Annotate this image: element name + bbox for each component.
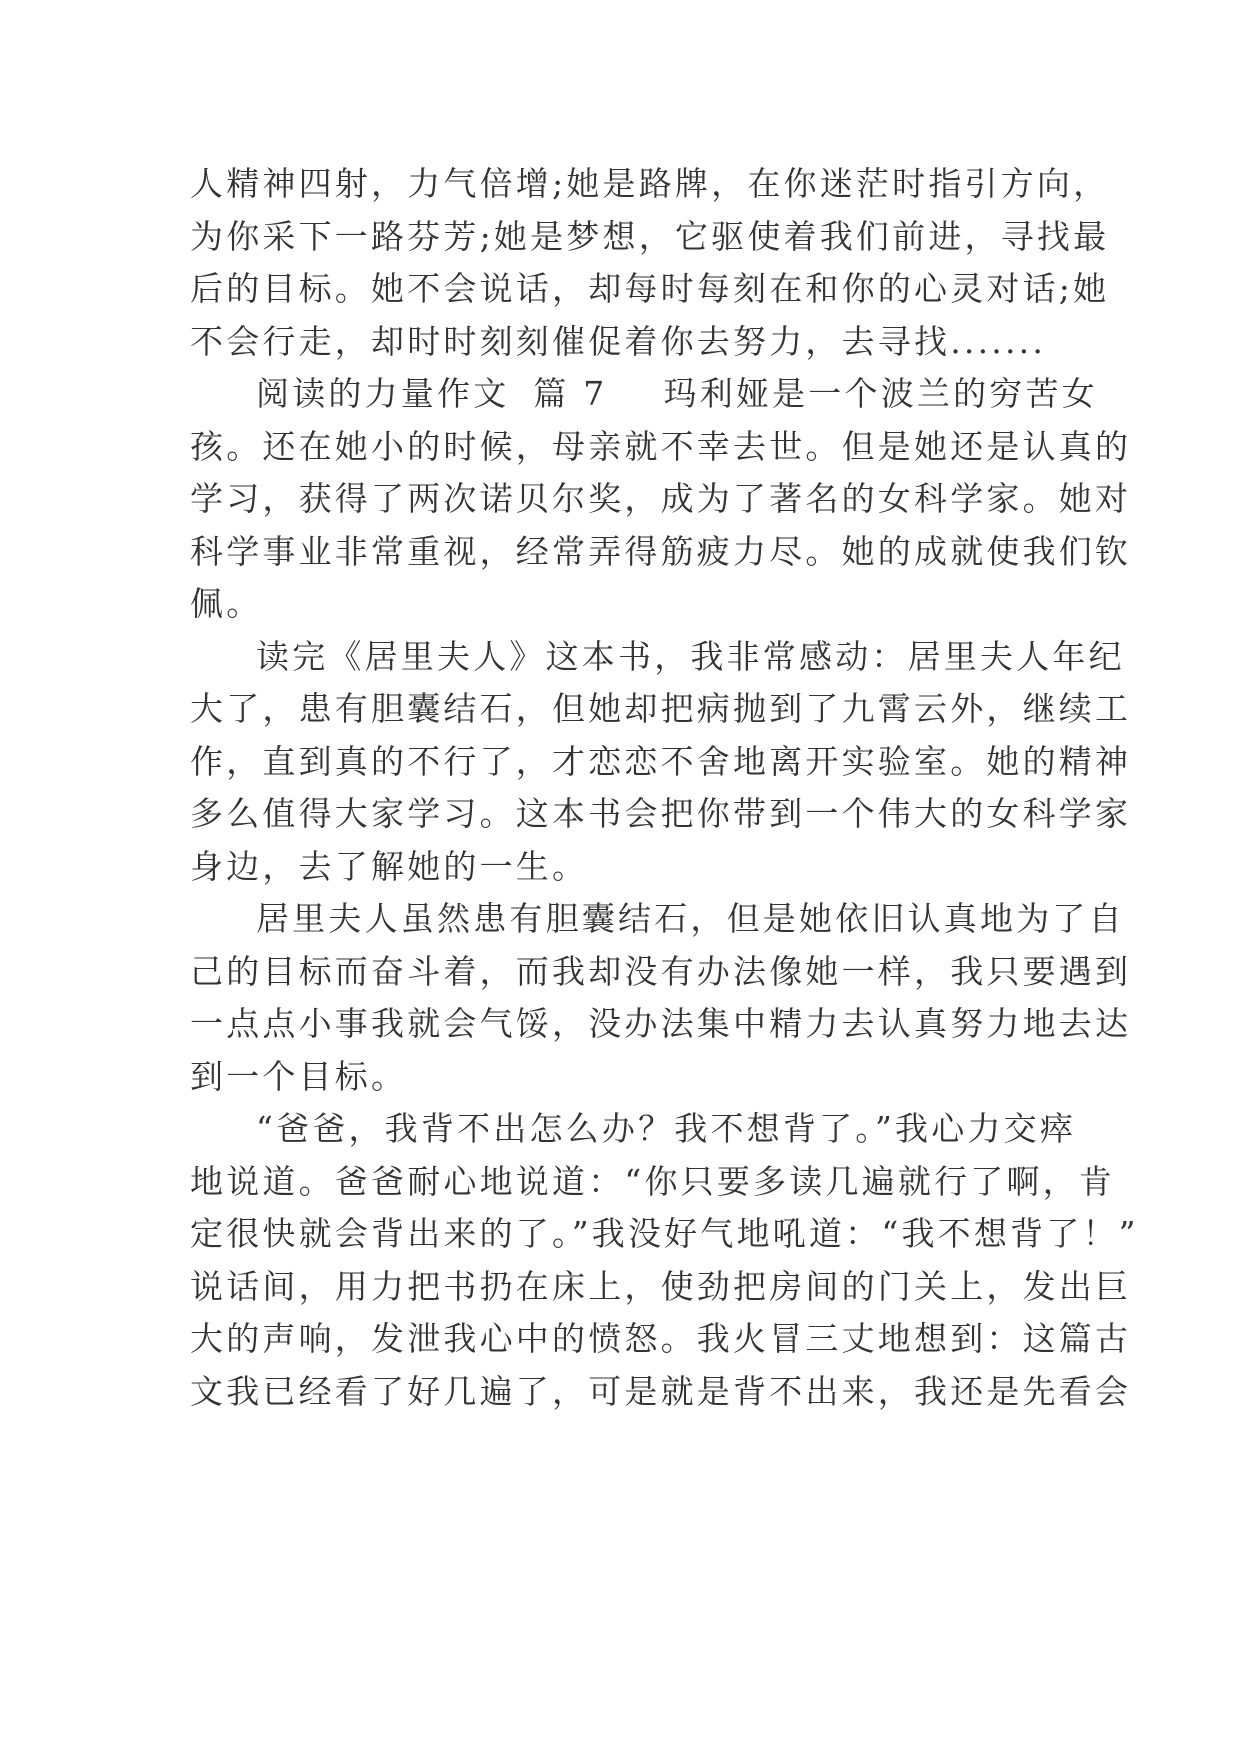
text-line: 居里夫人虽然患有胆囊结石，但是她依旧认真地为了自 <box>256 899 1125 938</box>
text-line: 佩。 <box>190 584 263 623</box>
text-line: 多么值得大家学习。这本书会把你带到一个伟大的女科学家 <box>190 794 1132 833</box>
text-line: 玛利娅是一个波兰的穷苦女 <box>663 374 1098 413</box>
paragraph <box>190 1103 1139 1418</box>
paragraph <box>190 631 1132 894</box>
text-line: 后的目标。她不会说话，却每时每刻在和你的心灵对话;她 <box>190 269 1110 308</box>
text-line: 到一个目标。 <box>190 1056 408 1096</box>
text-line: 地说道。爸爸耐心地说道：“你只要多读几遍就行了啊，肯 <box>190 1161 1116 1201</box>
section-number: 篇 7 <box>533 374 608 413</box>
section-heading: 阅读的力量作文 <box>256 374 510 413</box>
text-line: 孩。还在她小的时候，母亲就不幸去世。但是她还是认真的 <box>190 426 1132 466</box>
text-line: 科学事业非常重视，经常弄得筋疲力尽。她的成就使我们钦 <box>190 531 1132 571</box>
text-line: 一点点小事我就会气馁，没办法集中精力去认真努力地去达 <box>190 1004 1132 1043</box>
text-line: 读完《居里夫人》这本书，我非常感动：居里夫人年纪 <box>256 636 1125 676</box>
text-line: 身边，去了解她的一生。 <box>190 846 589 886</box>
text-line: 说话间，用力把书扔在床上，使劲把房间的门关上，发出巨 <box>190 1266 1132 1306</box>
document-body <box>190 158 1139 1418</box>
text-line: 不会行走，却时时刻刻催促着你去努力，去寻找....... <box>190 321 1047 361</box>
section-heading-line <box>190 368 1098 421</box>
text-line: 定很快就会背出来的了。”我没好气地吼道：“我不想背了！” <box>190 1214 1139 1253</box>
text-line: “爸爸，我背不出怎么办？我不想背了。”我心力交瘁 <box>256 1109 1077 1148</box>
paragraph <box>190 893 1132 1103</box>
text-line: 为你采下一路芬芳;她是梦想，它驱使着我们前进，寻找最 <box>190 216 1110 256</box>
text-line: 文我已经看了好几遍了，可是就是背不出来，我还是先看会 <box>190 1371 1132 1411</box>
text-line: 学习，获得了两次诺贝尔奖，成为了著名的女科学家。她对 <box>190 479 1132 518</box>
paragraph-section-7 <box>190 368 1132 631</box>
paragraph-continuation <box>190 158 1110 368</box>
text-line: 己的目标而奋斗着，而我却没有办法像她一样，我只要遇到 <box>190 951 1132 991</box>
text-line: 人精神四射，力气倍增;她是路牌，在你迷茫时指引方向， <box>190 164 1110 203</box>
text-line: 作，直到真的不行了，才恋恋不舍地离开实验室。她的精神 <box>190 741 1132 781</box>
text-line: 大的声响，发泄我心中的愤怒。我火冒三丈地想到：这篇古 <box>190 1319 1132 1358</box>
text-line: 大了，患有胆囊结石，但她却把病抛到了九霄云外，继续工 <box>190 689 1132 728</box>
